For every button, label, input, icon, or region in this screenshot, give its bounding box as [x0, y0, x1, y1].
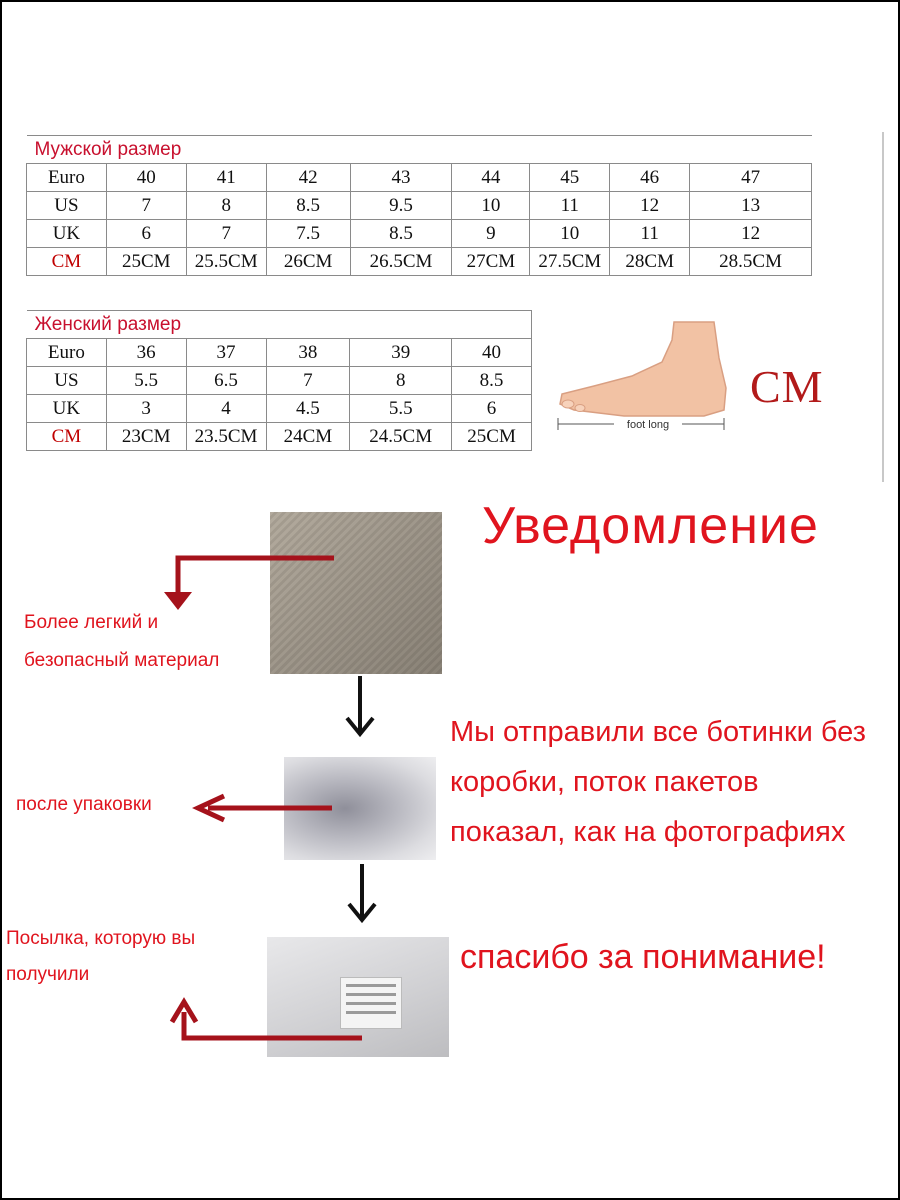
after-packing-text: после упаковки: [16, 794, 152, 815]
men-size-cell: 10: [452, 192, 530, 220]
men-size-cell: 12: [690, 220, 812, 248]
men-size-cell: 8.5: [266, 192, 350, 220]
men-size-cell: 26.5CM: [350, 248, 452, 276]
women-size-cell: 8.5: [452, 367, 532, 395]
men-size-cell: 28.5CM: [690, 248, 812, 276]
men-size-cell: 8.5: [350, 220, 452, 248]
men-size-cell: 11: [530, 192, 610, 220]
men-size-cell: 12: [610, 192, 690, 220]
men-size-cell: 11: [610, 220, 690, 248]
men-size-title: Мужской размер: [27, 136, 812, 164]
women-size-cell: 37: [186, 339, 266, 367]
men-size-cell: 8: [186, 192, 266, 220]
men-size-cell: 46: [610, 164, 690, 192]
parcel-text-line1: Посылка, которую вы: [6, 928, 196, 949]
message-line2: коробки, поток пакетов: [450, 766, 759, 798]
men-size-cell: 43: [350, 164, 452, 192]
men-row-label: UK: [27, 220, 107, 248]
arrow-to-parcel-text: [172, 1002, 362, 1038]
men-size-cell: 9: [452, 220, 530, 248]
women-size-cell: 7: [266, 367, 350, 395]
women-size-cell: 5.5: [106, 367, 186, 395]
women-size-cell: 23.5CM: [186, 423, 266, 451]
women-size-cell: 25CM: [452, 423, 532, 451]
men-size-cell: 10: [530, 220, 610, 248]
men-size-cell: 7: [186, 220, 266, 248]
women-size-cell: 4.5: [266, 395, 350, 423]
arrow-to-after-packing: [198, 796, 332, 820]
men-size-cell: 41: [186, 164, 266, 192]
men-size-cell: 40: [106, 164, 186, 192]
men-size-cell: 47: [690, 164, 812, 192]
men-size-cell: 27CM: [452, 248, 530, 276]
women-size-cell: 38: [266, 339, 350, 367]
men-row-label: Euro: [27, 164, 107, 192]
men-size-cell: 25CM: [106, 248, 186, 276]
women-size-cell: 5.5: [350, 395, 452, 423]
parcel-text-line2: получили: [6, 964, 90, 985]
women-size-cell: 6.5: [186, 367, 266, 395]
women-size-cell: 40: [452, 339, 532, 367]
material-text-line1: Более легкий и: [24, 612, 159, 633]
men-size-cell: 9.5: [350, 192, 452, 220]
men-size-cell: 45: [530, 164, 610, 192]
men-size-cell: 7: [106, 192, 186, 220]
message-line1: Мы отправили все ботинки без: [450, 716, 866, 748]
women-size-cell: 3: [106, 395, 186, 423]
thanks-text: спасибо за понимание!: [460, 938, 826, 976]
arrows-layer: [2, 2, 898, 1198]
men-size-cell: 6: [106, 220, 186, 248]
message-line3: показал, как на фотографиях: [450, 816, 846, 848]
arrow-down-1: [347, 676, 373, 734]
women-size-cell: 36: [106, 339, 186, 367]
men-row-label: CM: [27, 248, 107, 276]
women-row-label: Euro: [27, 339, 107, 367]
men-size-cell: 26CM: [266, 248, 350, 276]
women-size-title: Женский размер: [27, 311, 532, 339]
women-size-cell: 24.5CM: [350, 423, 452, 451]
foot-long-caption: foot long: [626, 419, 670, 431]
women-size-cell: 39: [350, 339, 452, 367]
arrow-down-2: [349, 864, 375, 920]
women-row-label: CM: [27, 423, 107, 451]
women-size-cell: 24CM: [266, 423, 350, 451]
women-size-cell: 8: [350, 367, 452, 395]
unit-cm-label: CM: [750, 361, 824, 412]
arrow-to-material-text: [178, 558, 334, 598]
men-size-cell: 44: [452, 164, 530, 192]
men-size-cell: 42: [266, 164, 350, 192]
material-text-line2: безопасный материал: [24, 650, 220, 671]
men-row-label: US: [27, 192, 107, 220]
arrow-head-down-red: [164, 592, 192, 610]
men-size-cell: 7.5: [266, 220, 350, 248]
women-size-cell: 23CM: [106, 423, 186, 451]
women-size-cell: 4: [186, 395, 266, 423]
notice-title: Уведомление: [482, 497, 819, 555]
men-size-cell: 28CM: [610, 248, 690, 276]
men-size-cell: 25.5CM: [186, 248, 266, 276]
men-size-cell: 13: [690, 192, 812, 220]
women-size-cell: 6: [452, 395, 532, 423]
page: [2, 2, 898, 1198]
men-size-cell: 27.5CM: [530, 248, 610, 276]
women-row-label: US: [27, 367, 107, 395]
women-row-label: UK: [27, 395, 107, 423]
